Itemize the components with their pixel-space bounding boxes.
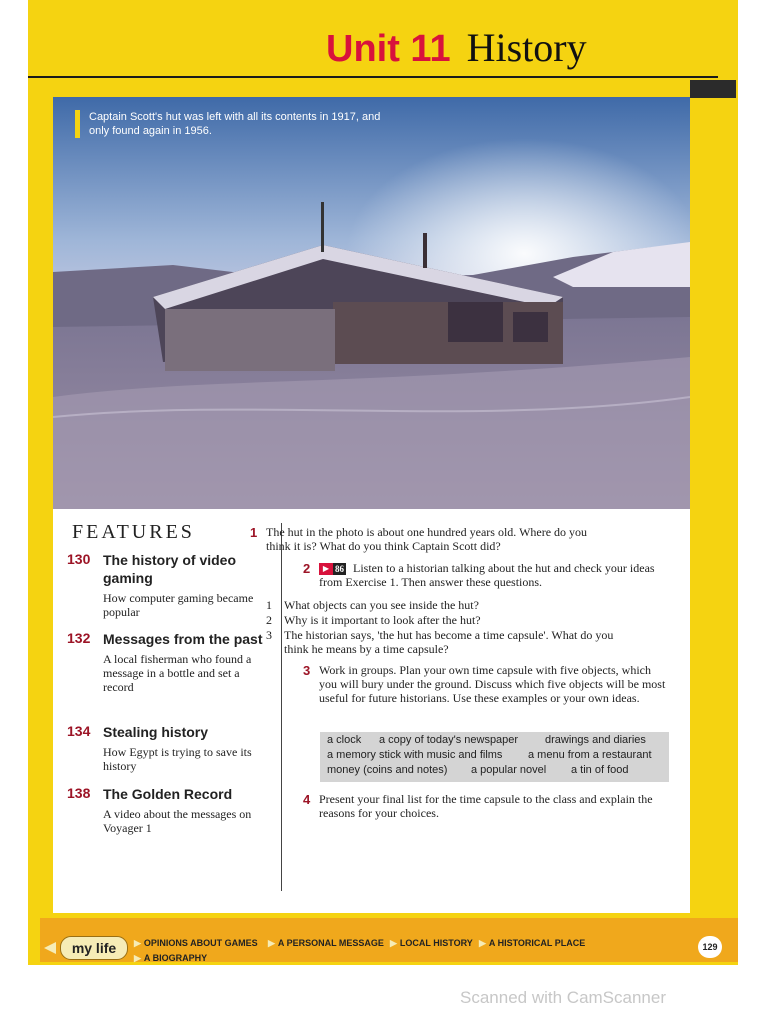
exercise-3 (303, 663, 668, 705)
my-life-badge: my life (60, 936, 128, 960)
word-option: a memory stick with music and films (327, 749, 503, 761)
feature-page: 134 (67, 723, 91, 739)
feature-item[interactable] (67, 630, 267, 694)
exercise-1 (250, 525, 610, 553)
exercise-2 (303, 561, 663, 589)
feature-description: How Egypt is trying to save its history (103, 745, 252, 773)
word-option: a clock (327, 734, 362, 746)
exercise-text: The hut in the photo is about one hundred years old. Where do you think it is? What do you think Captain Scott did? (266, 525, 588, 553)
caption-text: Captain Scott's hut was left with all its contents in 1917, and only found again in 1956. (89, 111, 381, 137)
exercise-number: 4 (303, 792, 311, 807)
word-option: drawings and diaries (545, 734, 646, 746)
question-item (266, 613, 616, 627)
play-icon: ▶ (319, 563, 333, 575)
my-life-item (134, 953, 207, 964)
exercise-text: Listen to a historian talking about the hut and check your ideas from Exercise 1. Then answer these questions. (319, 561, 655, 590)
word-option: a tin of food (571, 764, 629, 776)
feature-description: A local fisherman who found a message in a bottle and set a record (103, 652, 252, 694)
my-life-item (390, 938, 473, 949)
scott-hut-photo (53, 97, 690, 509)
unit-number: Unit 11 (326, 28, 451, 70)
feature-title: The Golden Record (103, 786, 233, 802)
my-life-item-label: A BIOGRAPHY (143, 953, 208, 963)
feature-title: Stealing history (103, 724, 209, 740)
feature-page: 132 (67, 630, 91, 646)
word-option: a copy of today's newspaper (379, 734, 519, 746)
my-life-item-label: LOCAL HISTORY (399, 938, 473, 948)
triangle-icon: ▶ (268, 938, 275, 948)
feature-page: 138 (67, 785, 91, 801)
audio-play-button[interactable] (319, 563, 346, 575)
camscanner-watermark: Scanned with CamScanner (460, 988, 667, 1007)
feature-description: How computer gaming became popular (103, 591, 254, 619)
question-number: 1 (266, 598, 272, 612)
my-life-item-label: A PERSONAL MESSAGE (277, 938, 384, 948)
word-box (320, 732, 669, 782)
question-text: Why is it important to look after the hut? (284, 613, 481, 627)
feature-title: Messages from the past (103, 631, 263, 647)
triangle-icon: ▶ (134, 953, 141, 963)
corner-tab (690, 80, 736, 98)
feature-item[interactable] (67, 723, 267, 773)
triangle-icon: ▶ (390, 938, 397, 948)
triangle-icon: ▶ (479, 938, 486, 948)
question-item (266, 628, 616, 656)
my-life-item-label: A HISTORICAL PLACE (488, 938, 586, 948)
unit-title: History (466, 25, 587, 70)
question-number: 3 (266, 628, 272, 642)
word-option: money (coins and notes) (327, 764, 448, 776)
page-number: 129 (698, 936, 722, 958)
photo-caption (75, 110, 389, 138)
my-life-item-label: OPINIONS ABOUT GAMES (143, 938, 258, 948)
my-life-arrow-icon (44, 942, 56, 954)
triangle-icon: ▶ (134, 938, 141, 948)
audio-track-number: 86 (335, 564, 344, 575)
word-option: a popular novel (471, 764, 547, 776)
my-life-item (134, 938, 258, 949)
question-text: What objects can you see inside the hut? (284, 598, 479, 612)
column-divider (281, 523, 282, 891)
features-heading: FEATURES (72, 521, 195, 543)
question-number: 2 (266, 613, 272, 627)
question-text: The historian says, 'the hut has become a time capsule'. What do you think he means by a time capsule? (284, 628, 614, 656)
exercise-text: Work in groups. Plan your own time capsule with five objects, which you will bury under the ground. Discuss which five objects will be most useful for future historians. Use these examples or your own ideas. (319, 663, 666, 705)
exercise-text: Present your final list for the time capsule to the class and explain the reasons for your choices. (319, 792, 653, 820)
feature-page: 130 (67, 551, 91, 567)
exercise-number: 1 (250, 525, 258, 540)
exercise-number: 3 (303, 663, 311, 678)
unit-heading (326, 24, 587, 78)
feature-item[interactable] (67, 551, 267, 619)
header-rule (28, 76, 718, 78)
feature-title: The history of video gaming (103, 552, 237, 586)
exercise-4 (303, 792, 663, 820)
word-option: a menu from a restaurant (528, 749, 652, 761)
feature-item[interactable] (67, 785, 267, 835)
feature-description: A video about the messages on Voyager 1 (103, 807, 252, 835)
question-item (266, 598, 616, 612)
exercise-number: 2 (303, 561, 311, 576)
my-life-item (479, 938, 585, 949)
my-life-item (268, 938, 384, 949)
caption-marker (75, 110, 80, 138)
